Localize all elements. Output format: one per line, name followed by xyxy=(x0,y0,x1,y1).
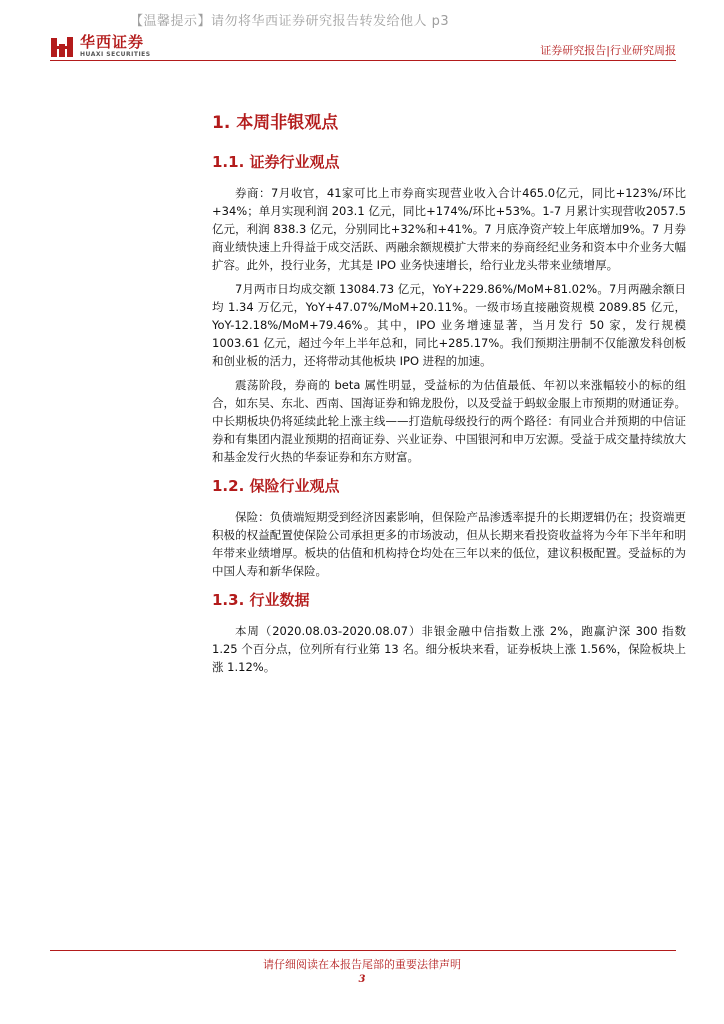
securities-paragraph: 震荡阶段，券商的 beta 属性明显，受益标的为估值最低、年初以来涨幅较小的标的组合，如东吴、东北、西南、国海证券和锦龙股份，以及受益于蚂蚁金服上市预期的财通证券。中长期板块仍将延续此轮上涨主线——打造航母级投行的两个路径：有同业合并预期的中信证券和有集团内混业预期的招商证券、兴业证券、中国银河和申万宏源。受益于成交量持续放大和基金发行火热的华泰证券和东方财富。 xyxy=(212,378,686,464)
logo-name-cn: 华西证券 xyxy=(80,33,145,51)
report-body xyxy=(212,112,686,682)
logo-name-en: HUAXI SECURITIES xyxy=(80,51,151,58)
section-1-3-heading: 1.3. 行业数据 xyxy=(212,591,310,609)
watermark-text: 【温馨提示】请勿将华西证券研究报告转发给他人 p3 xyxy=(130,14,450,29)
securities-paragraph: 7月两市日均成交额 13084.73 亿元，YoY+229.86%/MoM+81.02%。7月两融余额日均 1.34 万亿元，YoY+47.07%/MoM+20.11%。一级市场直接融资规模 2089.85 亿元，YoY-12.18%/MoM+79.46%。其中，IPO 业务增速显著，当月发行 50 家，发行规模1003.61 亿元，超过今年上半年总和，同比+285.17%。我们预期注册制不仅能激发科创板和创业板的活力，还将带动其他板块 IPO 进程的加速。 xyxy=(212,282,686,368)
securities-paragraph: 券商：7月收官，41家可比上市券商实现营业收入合计465.0亿元，同比+123%/环比+34%；单月实现利润 203.1 亿元，同比+174%/环比+53%。1-7 月累计实现营收2057.5 亿元，利润 838.3 亿元，分别同比+32%和+41%。7 月底净资产较上年底增加9%。7 月券商业绩快速上升得益于成交活跃、两融余额规模扩大带来的券商经纪业务和资本中介业务大幅扩容。此外，投行业务，尤其是 IPO 业务快速增长，给行业龙头带来业绩增厚。 xyxy=(212,186,686,272)
report-type-label: 证券研究报告|行业研究周报 xyxy=(540,44,676,57)
legal-disclaimer-note: 请仔细阅读在本报告尾部的重要法律声明 xyxy=(263,958,461,971)
huaxi-logo-icon xyxy=(50,35,74,59)
insurance-paragraph: 保险：负债端短期受到经济因素影响，但保险产品渗透率提升的长期逻辑仍在；投资端更积极的权益配置使保险公司承担更多的市场波动，但从长期来看投资收益将为今年下半年和明年带来业绩增厚。板块的估值和机构持仓均处在三年以来的低位，建议积极配置。受益标的为中国人寿和新华保险。 xyxy=(212,510,686,578)
company-logo xyxy=(50,34,151,59)
section-1-2-heading: 1.2. 保险行业观点 xyxy=(212,477,340,495)
industry-data-paragraph: 本周（2020.08.03-2020.08.07）非银金融中信指数上涨 2%，跑赢沪深 300 指数1.25 个百分点，位列所有行业第 13 名。细分板块来看，证券板块上涨 1.56%，保险板块上涨 1.12%。 xyxy=(212,624,686,674)
header-divider xyxy=(50,60,676,61)
section-1-heading: 1. 本周非银观点 xyxy=(212,113,339,133)
section-1-1-heading: 1.1. 证券行业观点 xyxy=(212,153,340,171)
page-number: 3 xyxy=(358,974,366,985)
footer-divider xyxy=(50,950,676,951)
